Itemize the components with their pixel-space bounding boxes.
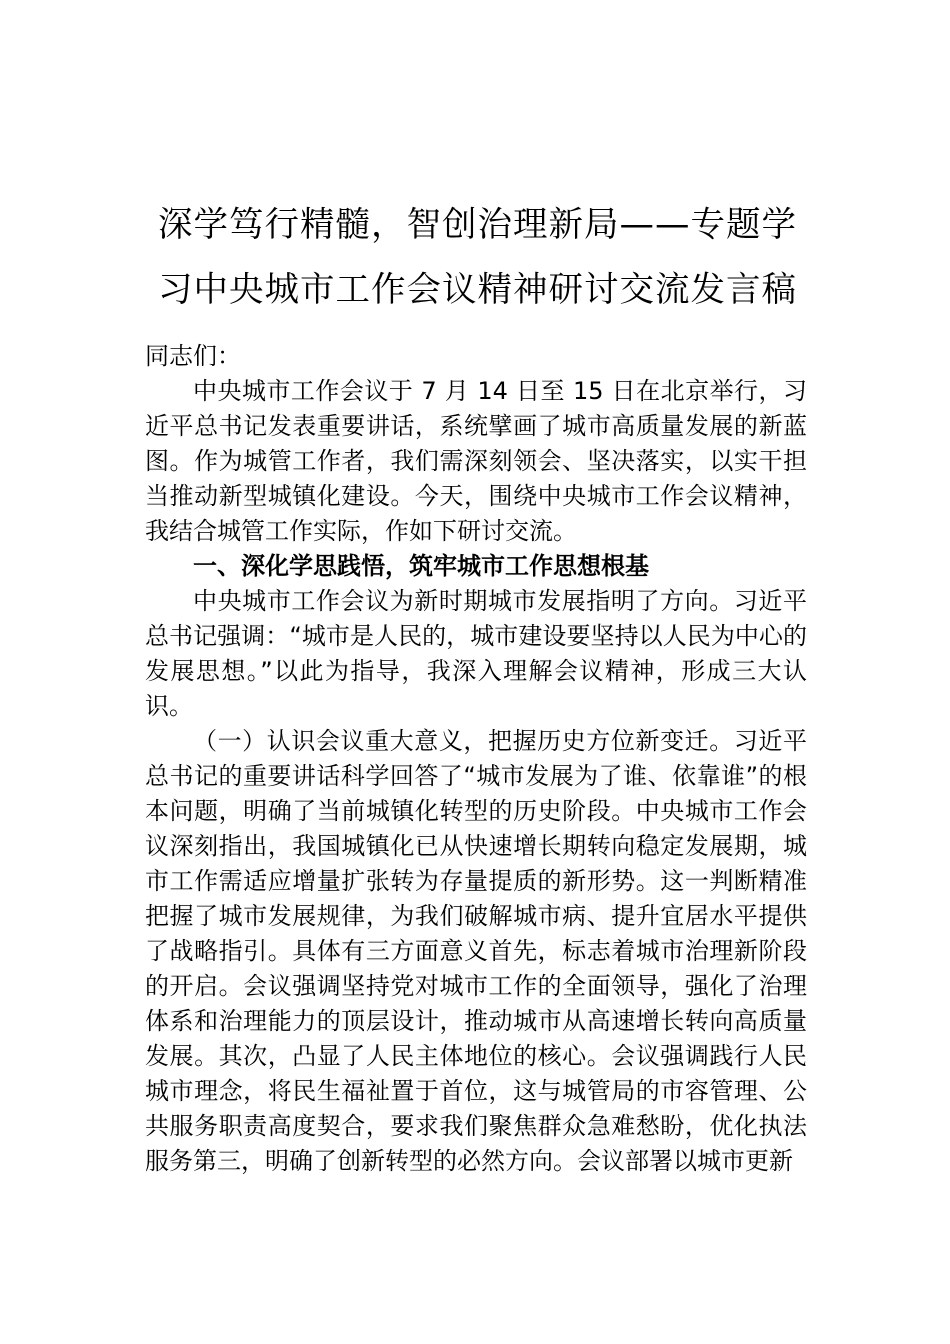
paragraph-intro: 中央城市工作会议于 7 月 14 日至 15 日在北京举行，习近平总书记发表重要讲话，系统擘画了城市高质量发展的新蓝图。作为城管工作者，我们需深刻领会、坚决落实，以实干担当推动新型城镇化建设。今天，围绕中央城市工作会议精神，我结合城管工作实际，作如下研讨交流。	[145, 377, 807, 545]
salutation: 同志们：	[145, 342, 241, 370]
paragraph-section-1: 中央城市工作会议为新时期城市发展指明了方向。习近平总书记强调：“城市是人民的，城市建设要坚持以人民为中心的发展思想。”以此为指导，我深入理解会议精神，形成三大认识。	[145, 587, 807, 720]
title-line-2: 习中央城市工作会议精神研讨交流发言稿	[158, 270, 797, 311]
document-body	[145, 339, 807, 1179]
paragraph-subsection-1: （一）认识会议重大意义，把握历史方位新变迁。习近平总书记的重要讲话科学回答了“城市发展为了谁、依靠谁”的根本问题，明确了当前城镇化转型的历史阶段。中央城市工作会议深刻指出，我国城镇化已从快速增长期转向稳定发展期，城市工作需适应增量扩张转为存量提质的新形势。这一判断精准把握了城市发展规律，为我们破解城市病、提升宜居水平提供了战略指引。具体有三方面意义首先，标志着城市治理新阶段的开启。会议强调坚持党对城市工作的全面领导，强化了治理体系和治理能力的顶层设计，推动城市从高速增长转向高质量发展。其次，凸显了人民主体地位的核心。会议强调践行人民城市理念，将民生福祉置于首位，这与城管局的市容管理、公共服务职责高度契合，要求我们聚焦群众急难愁盼，优化执法服务第三，明确了创新转型的必然方向。会议部署以城市更新	[145, 727, 807, 1175]
section-heading-1: 一、深化学思践悟，筑牢城市工作思想根基	[193, 552, 649, 580]
title-line-1: 深学笃行精髓，智创治理新局——专题学	[158, 205, 797, 246]
document-title	[150, 193, 805, 323]
